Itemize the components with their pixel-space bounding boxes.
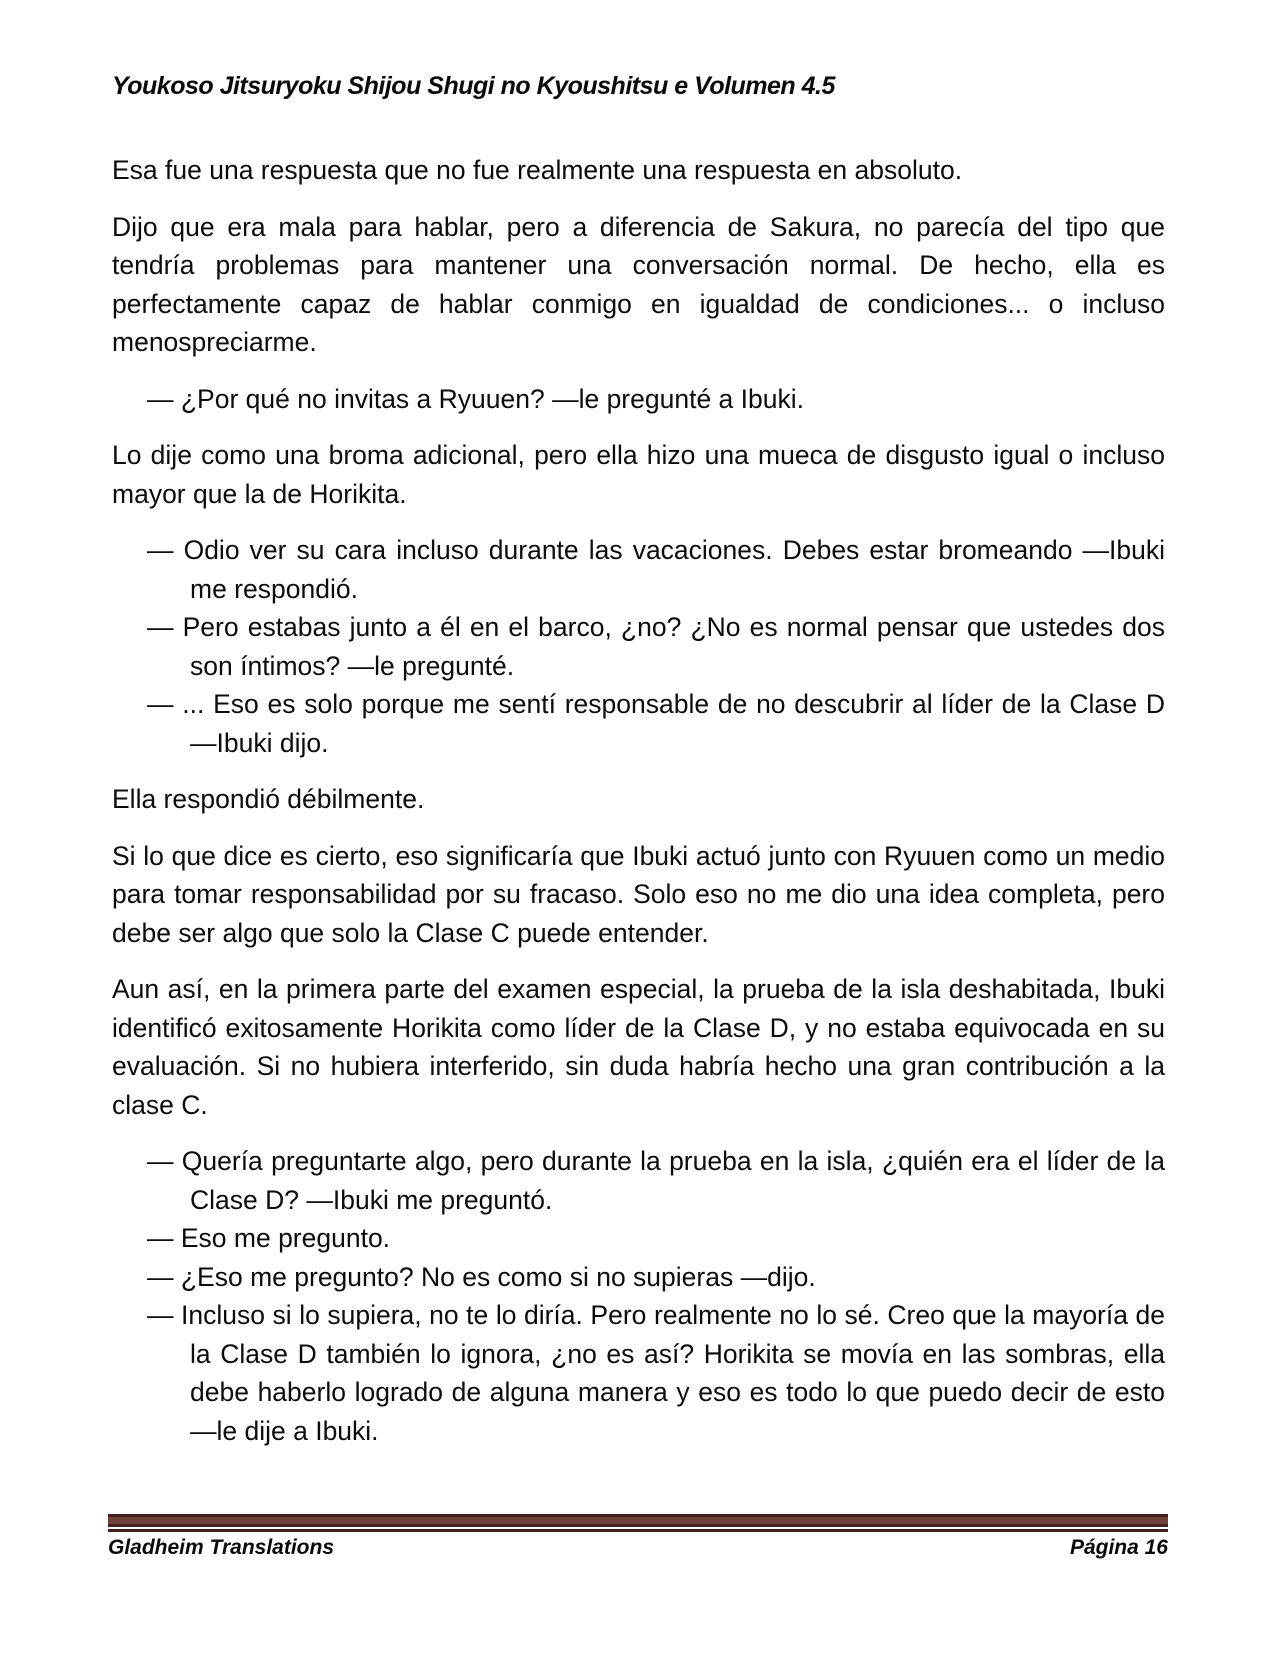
document-body — [0, 151, 1280, 1450]
paragraph: Aun así, en la primera parte del examen especial, la prueba de la isla deshabitada, Ibuki identificó exitosamente Horikita como líder de la Clase D, y no estaba equivocada en su evaluación. Si no hubiera interferido, sin duda habría hecho una gran contribución a la clase C. — [112, 974, 1165, 1120]
dialogue-group — [112, 531, 1165, 762]
footer-page-number: Página 16 — [1069, 1536, 1168, 1559]
paragraph: Dijo que era mala para hablar, pero a diferencia de Sakura, no parecía del tipo que tendría problemas para mantener una conversación normal. De hecho, ella es perfectamente capaz de hablar conmigo en igualdad de condiciones... o incluso menospreciarme. — [112, 211, 1165, 357]
dialogue-line: — ¿Eso me pregunto? No es como si no supieras —dijo. — [147, 1261, 816, 1292]
footer-rule-thin — [108, 1529, 1168, 1532]
footer-row — [108, 1536, 1168, 1560]
dialogue-line: — Quería preguntarte algo, pero durante la prueba en la isla, ¿quién era el líder de la Clase D? —Ibuki me preguntó. — [147, 1146, 1165, 1215]
dialogue-line: — Incluso si lo supiera, no te lo diría. Pero realmente no lo sé. Creo que la mayoría de la Clase D también lo ignora, ¿no es así? Horikita se movía en las sombras, ella debe haberlo logrado de alguna manera y eso es todo lo que puedo decir de esto —le dije a Ibuki. — [147, 1300, 1165, 1446]
dialogue-line: — Eso me pregunto. — [147, 1223, 391, 1253]
document-title: Youkoso Jitsuryoku Shijou Shugi no Kyoushitsu e Volumen 4.5 — [112, 72, 835, 100]
paragraph: Lo dije como una broma adicional, pero ella hizo una mueca de disgusto igual o incluso mayor que la de Horikita. — [112, 440, 1165, 509]
dialogue-group — [112, 1142, 1165, 1450]
paragraph: Esa fue una respuesta que no fue realmente una respuesta en absoluto. — [112, 155, 963, 185]
page-header — [0, 0, 1280, 101]
footer-rule-thick — [108, 1514, 1168, 1527]
dialogue-line: — Odio ver su cara incluso durante las vacaciones. Debes estar bromeando —Ibuki me respondió. — [147, 535, 1165, 604]
paragraph: Ella respondió débilmente. — [112, 784, 425, 814]
footer-translator-credit: Gladheim Translations — [108, 1536, 335, 1559]
dialogue-group — [112, 380, 1165, 419]
dialogue-line: — Pero estabas junto a él en el barco, ¿no? ¿No es normal pensar que ustedes dos son íntimos? —le pregunté. — [147, 612, 1165, 681]
dialogue-line: — ¿Por qué no invitas a Ryuuen? —le pregunté a Ibuki. — [147, 383, 804, 414]
paragraph: Si lo que dice es cierto, eso significaría que Ibuki actuó junto con Ryuuen como un medio para tomar responsabilidad por su fracaso. Solo eso no me dio una idea completa, pero debe ser algo que solo la Clase C puede entender. — [112, 840, 1165, 948]
dialogue-line: — ... Eso es solo porque me sentí responsable de no descubrir al líder de la Clase D —Ibuki dijo. — [147, 689, 1165, 758]
page-footer — [108, 1514, 1168, 1560]
